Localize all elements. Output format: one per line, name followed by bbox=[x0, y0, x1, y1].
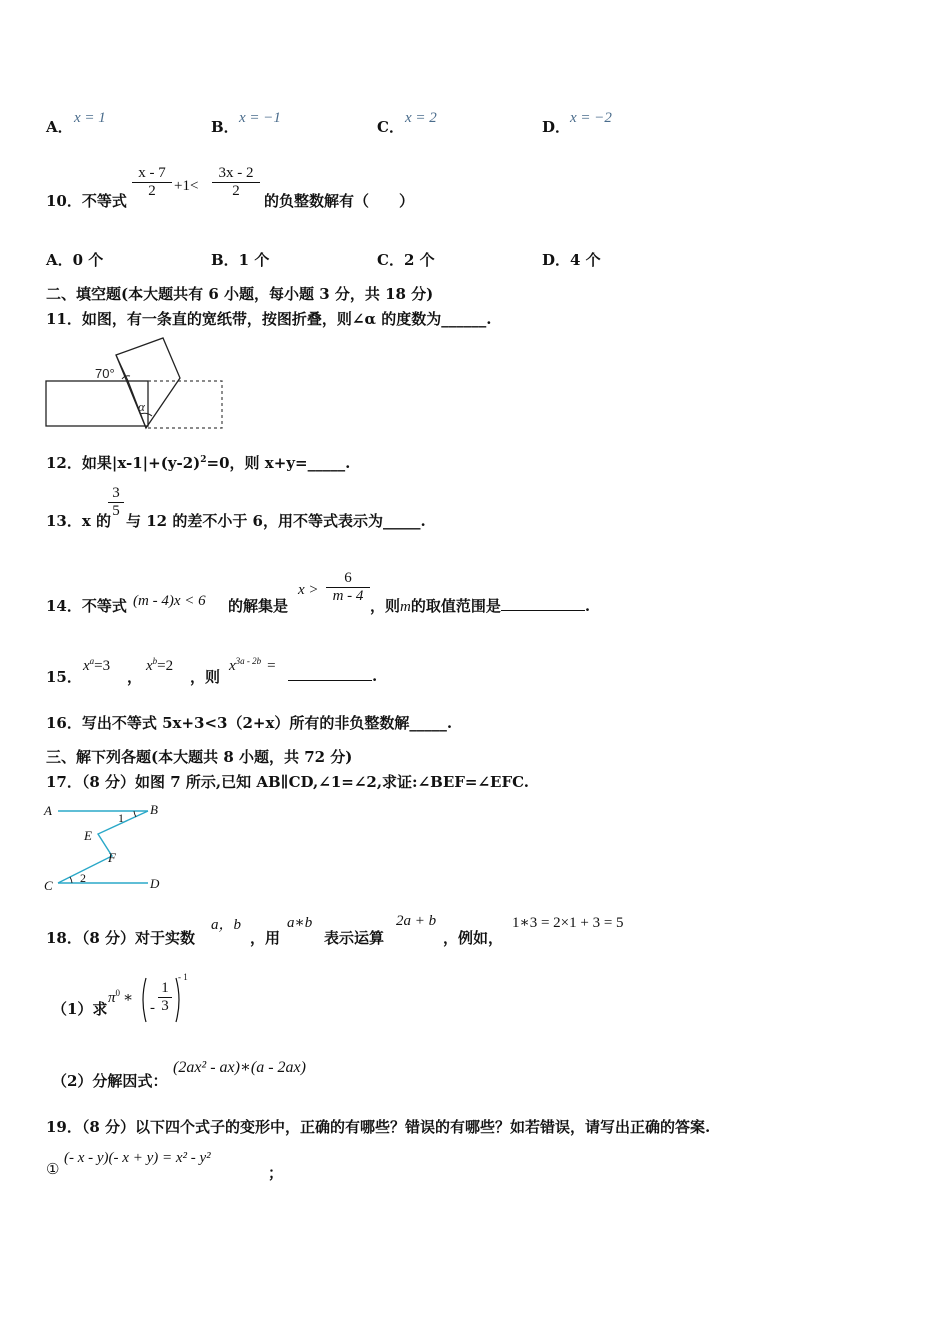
q18-use: ，用 bbox=[250, 929, 281, 947]
q15-xb-sup: b bbox=[152, 656, 158, 666]
q18-part1-label: （1）求 bbox=[52, 1000, 108, 1018]
q11-angle-label: 70° bbox=[95, 366, 115, 381]
q12-superscript: 2 bbox=[200, 455, 207, 465]
q18-part1-frac-num: 1 bbox=[158, 980, 172, 998]
q17-text: 17．（8 分）如图 7 所示,已知 AB∥CD,∠1=∠2,求证:∠BEF=∠EFC. bbox=[46, 773, 530, 791]
q10-suffix: 的负整数解有（ ） bbox=[264, 192, 415, 210]
q15-number: 15． bbox=[46, 668, 82, 686]
q18-part1-expr bbox=[108, 988, 133, 1007]
q14-mid: 的解集是 bbox=[228, 597, 289, 615]
q18-part1-star: ∗ bbox=[123, 990, 134, 1006]
q18-expression: 2a + b bbox=[396, 913, 437, 929]
q15-expr bbox=[229, 656, 276, 675]
q15-xa-sup: a bbox=[89, 656, 95, 666]
section-2-heading: 二、填空题(本大题共有 6 小题，每小题 3 分，共 18 分) bbox=[46, 285, 434, 303]
q9-option-c-label: C． bbox=[377, 118, 404, 136]
q15-xb-base: x bbox=[146, 658, 153, 674]
q15-then: ，则 bbox=[190, 668, 221, 686]
q15-end: . bbox=[372, 667, 378, 685]
q19-text: 19．（8 分）以下四个式子的变形中，正确的有哪些？错误的有哪些？如若错误，请写出正确的答案. bbox=[46, 1118, 711, 1136]
q14-solution-x: x > bbox=[298, 582, 319, 598]
q18-eg: ，例如， bbox=[443, 929, 504, 947]
q17-label-b: B bbox=[150, 802, 158, 817]
q18-example: 1∗3 = 2×1 + 3 = 5 bbox=[512, 915, 624, 931]
q15-xb-value: =2 bbox=[157, 658, 174, 674]
q10-middle: +1< bbox=[174, 178, 199, 194]
q18-part2-expr: (2ax² - ax)∗(a - 2ax) bbox=[173, 1059, 306, 1076]
q18-part1-pi: π bbox=[108, 990, 116, 1006]
q9-option-d-label: D． bbox=[542, 118, 571, 136]
q11-alpha-label: α bbox=[138, 399, 145, 414]
q11-dashed-strip bbox=[148, 381, 222, 428]
q15-xa-base: x bbox=[83, 658, 90, 674]
q14-tail-a: ，则 bbox=[370, 597, 401, 615]
q18-part1-pi-sup: 0 bbox=[115, 988, 121, 998]
q18-operator: a∗b bbox=[287, 915, 313, 931]
q17-figure bbox=[40, 798, 175, 896]
q18-part1-frac-den: 3 bbox=[161, 998, 169, 1014]
q14-fraction bbox=[326, 570, 370, 605]
q18-means: 表示运算 bbox=[324, 929, 385, 947]
q13-frac-denominator: 5 bbox=[112, 503, 120, 519]
q18-part1-minus: - bbox=[150, 1000, 155, 1016]
q18-left-paren bbox=[143, 978, 146, 1022]
q15-expr-sup: 3a - 2b bbox=[235, 656, 262, 666]
q18-number: 18．（8 分）对于实数 bbox=[46, 929, 196, 947]
q15-expr-base: x bbox=[229, 658, 236, 674]
q17-label-e: E bbox=[84, 828, 92, 843]
q15-blank[interactable] bbox=[288, 666, 372, 681]
q12-text-a: 12．如果|x-1|+(y-2) bbox=[46, 454, 201, 472]
q10-option-a: A．0 个 bbox=[46, 251, 104, 269]
q17-label-2: 2 bbox=[80, 871, 86, 885]
q9-option-b-math: x = −1 bbox=[239, 110, 281, 126]
q14-frac-numerator: 6 bbox=[326, 570, 370, 588]
q10-f2-numerator: 3x - 2 bbox=[212, 165, 260, 183]
q17-label-1: 1 bbox=[118, 811, 124, 825]
q18-part1-fraction bbox=[158, 980, 172, 1015]
q10-lead: 不等式 bbox=[81, 192, 127, 210]
q14-inequality: (m - 4)x < 6 bbox=[133, 593, 206, 609]
q18-part1-exponent: - 1 bbox=[178, 972, 188, 982]
q12-text-b: =0，则 x+y=_____. bbox=[206, 454, 351, 472]
q14-blank[interactable] bbox=[501, 596, 585, 611]
section-3-heading: 三、解下列各题(本大题共 8 小题，共 72 分) bbox=[46, 748, 353, 766]
q19-item1-expr: (- x - y)(- x + y) = x² - y² bbox=[64, 1150, 211, 1166]
q15-xb bbox=[146, 656, 173, 675]
q15-xa-value: =3 bbox=[94, 658, 111, 674]
q19-item1-mark: ① bbox=[46, 1162, 60, 1178]
q15-comma: ， bbox=[127, 668, 143, 686]
q17-zigzag bbox=[58, 811, 148, 883]
q14-number: 14．不等式 bbox=[46, 597, 127, 615]
q10-prefix bbox=[46, 190, 127, 211]
q17-label-f: F bbox=[108, 850, 116, 865]
q13-text: 与 12 的差不小于 6，用不等式表示为_____. bbox=[126, 512, 426, 530]
q14-frac-denominator: m - 4 bbox=[332, 588, 364, 604]
q9-option-a-math: x = 1 bbox=[74, 110, 106, 126]
q10-f1-numerator: x - 7 bbox=[132, 165, 172, 183]
q10-option-d: D．4 个 bbox=[542, 251, 601, 269]
q11-figure bbox=[40, 332, 230, 434]
q11-fold-line bbox=[116, 355, 128, 381]
q15-expr-eq: = bbox=[267, 658, 276, 674]
q18-part2-label: （2）分解因式： bbox=[52, 1072, 168, 1090]
q16-text: 16．写出不等式 5x+3<3（2+x）所有的非负整数解_____. bbox=[46, 714, 453, 732]
q15-blank-wrap bbox=[288, 666, 377, 685]
q10-fraction-1 bbox=[132, 165, 172, 200]
q13-frac-numerator: 3 bbox=[108, 485, 124, 503]
q14-var: m bbox=[400, 599, 411, 615]
q17-angle2-arc bbox=[70, 877, 72, 883]
q14-end: . bbox=[584, 597, 591, 615]
q13-number: 13．x 的 bbox=[46, 512, 112, 530]
q17-angle1-arc bbox=[134, 811, 136, 817]
q18-right-paren bbox=[176, 978, 179, 1022]
q18-vars: a，b bbox=[211, 917, 242, 933]
q10-fraction-2 bbox=[212, 165, 260, 200]
q19-item1-end: ； bbox=[268, 1164, 284, 1182]
q10-f1-denominator: 2 bbox=[148, 183, 156, 199]
q9-option-d-math: x = −2 bbox=[570, 110, 612, 126]
q10-number: 10． bbox=[46, 192, 82, 210]
q17-label-d: D bbox=[150, 876, 160, 891]
q14-tail bbox=[370, 595, 590, 616]
q9-option-c-math: x = 2 bbox=[405, 110, 437, 126]
q12-text bbox=[46, 452, 350, 473]
q17-label-c: C bbox=[44, 878, 53, 893]
q10-option-b: B．1 个 bbox=[211, 251, 270, 269]
q9-option-a-label: A． bbox=[46, 118, 73, 136]
q15-xa bbox=[83, 656, 110, 675]
q17-label-a: A bbox=[44, 803, 52, 818]
q11-strip-rect bbox=[46, 381, 148, 426]
q9-option-b-label: B． bbox=[211, 118, 239, 136]
q10-option-c: C．2 个 bbox=[377, 251, 435, 269]
q11-text: 11．如图，有一条直的宽纸带，按图折叠，则∠α 的度数为______. bbox=[46, 310, 492, 328]
q14-tail-b: 的取值范围是 bbox=[410, 597, 501, 615]
q13-fraction bbox=[108, 485, 124, 520]
q10-f2-denominator: 2 bbox=[232, 183, 240, 199]
